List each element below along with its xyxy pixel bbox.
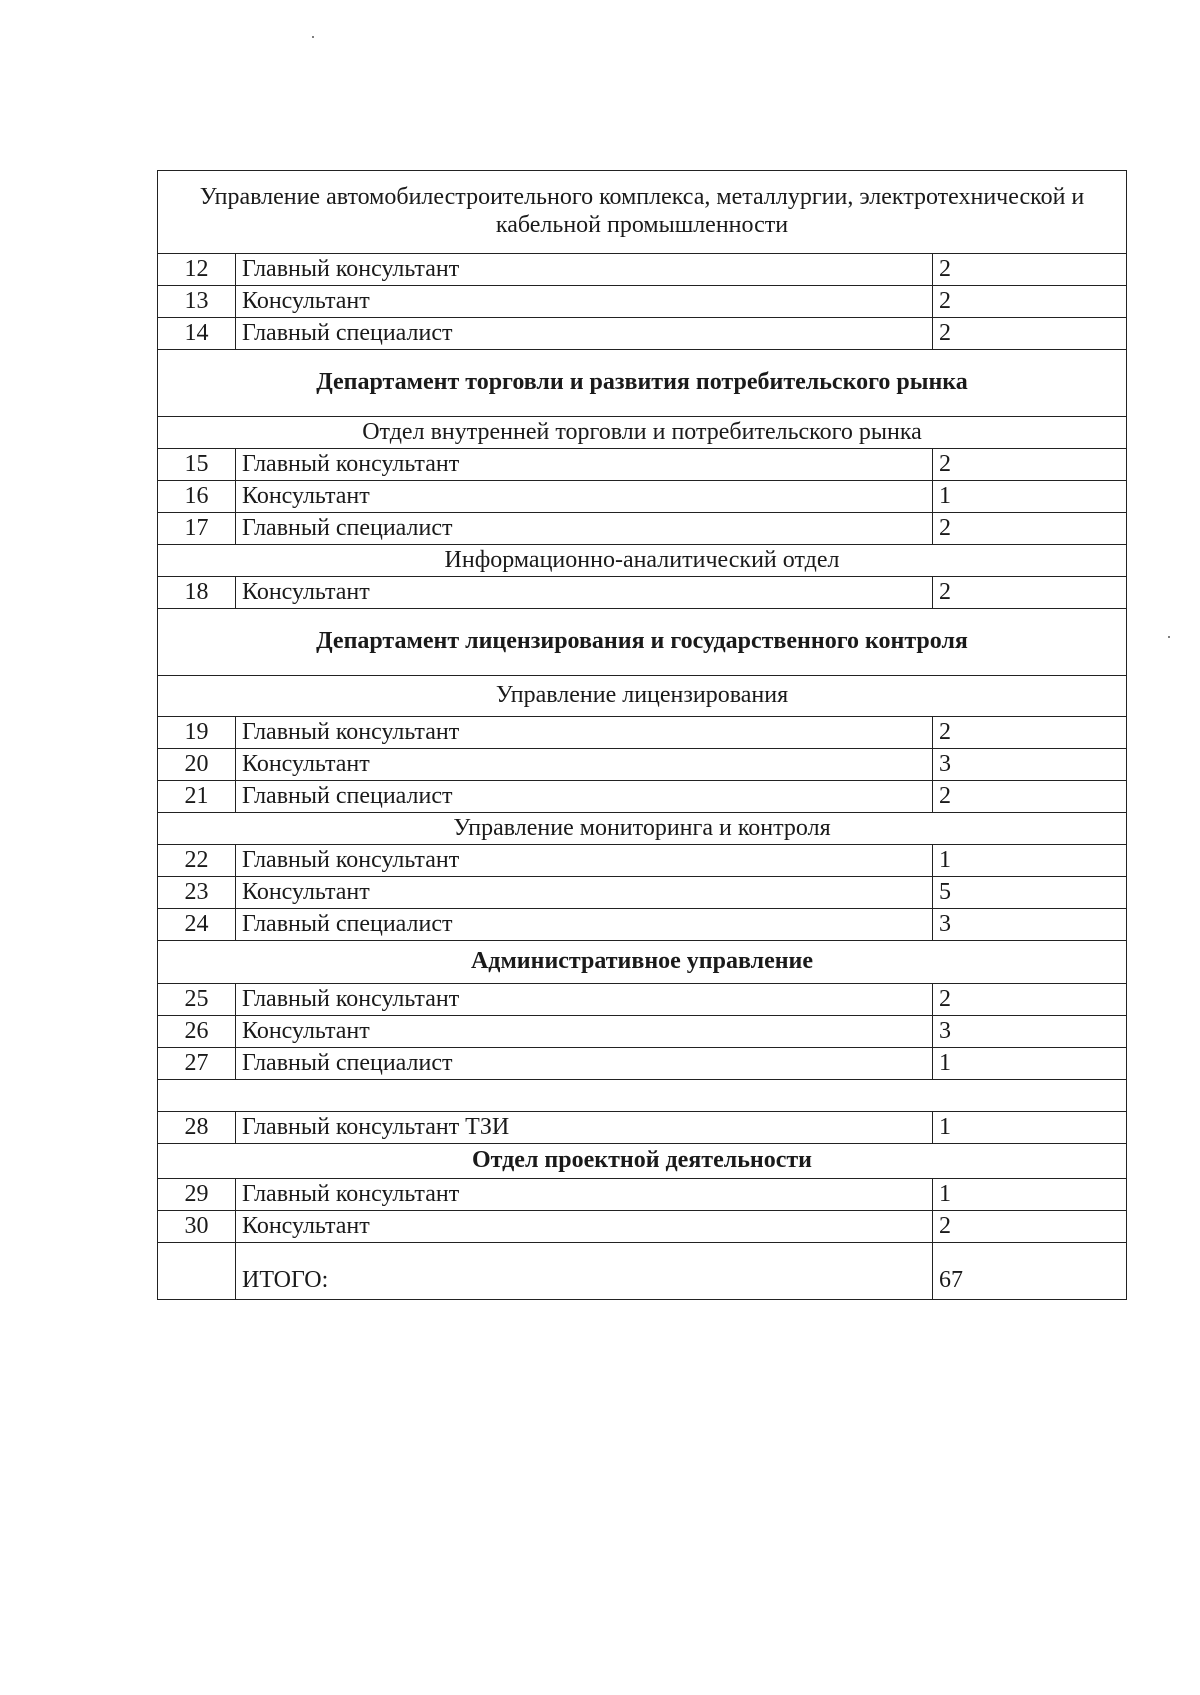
position-title: Консультант <box>236 1016 933 1048</box>
section-title: Управление лицензирования <box>158 676 1127 717</box>
table-row <box>158 481 1127 513</box>
total-empty-cell <box>158 1243 236 1300</box>
position-count: 2 <box>933 286 1127 318</box>
position-title: Главный консультант <box>236 1179 933 1211</box>
row-number: 27 <box>158 1048 236 1080</box>
section-title: Отдел внутренней торговли и потребительского рынка <box>158 417 1127 449</box>
position-count: 1 <box>933 481 1127 513</box>
row-number: 30 <box>158 1211 236 1243</box>
position-title: Главный специалист <box>236 318 933 350</box>
position-title: Главный консультант ТЗИ <box>236 1112 933 1144</box>
scan-speck <box>1168 636 1170 638</box>
position-title: Главный специалист <box>236 781 933 813</box>
row-number: 22 <box>158 845 236 877</box>
table-row <box>158 1048 1127 1080</box>
staff-table <box>157 170 1127 1300</box>
position-title: Главный специалист <box>236 513 933 545</box>
empty-cell <box>158 1080 1127 1112</box>
row-number: 28 <box>158 1112 236 1144</box>
row-number: 16 <box>158 481 236 513</box>
row-number: 24 <box>158 909 236 941</box>
position-title: Консультант <box>236 877 933 909</box>
position-title: Главный консультант <box>236 254 933 286</box>
department-header <box>158 350 1127 417</box>
total-label: ИТОГО: <box>236 1243 933 1300</box>
empty-row <box>158 1080 1127 1112</box>
section-header <box>158 813 1127 845</box>
row-number: 23 <box>158 877 236 909</box>
department-header <box>158 1144 1127 1179</box>
row-number: 20 <box>158 749 236 781</box>
row-number: 18 <box>158 577 236 609</box>
position-count: 2 <box>933 577 1127 609</box>
table-row <box>158 717 1127 749</box>
section-header <box>158 676 1127 717</box>
position-count: 3 <box>933 749 1127 781</box>
position-count: 3 <box>933 1016 1127 1048</box>
position-count: 2 <box>933 318 1127 350</box>
row-number: 19 <box>158 717 236 749</box>
table-row <box>158 513 1127 545</box>
section-title: Информационно-аналитический отдел <box>158 545 1127 577</box>
position-title: Главный консультант <box>236 845 933 877</box>
position-title: Консультант <box>236 481 933 513</box>
row-number: 17 <box>158 513 236 545</box>
position-count: 2 <box>933 717 1127 749</box>
department-header <box>158 941 1127 984</box>
position-title: Главный специалист <box>236 909 933 941</box>
scan-speck <box>312 36 314 38</box>
position-title: Главный специалист <box>236 1048 933 1080</box>
row-number: 13 <box>158 286 236 318</box>
table-row <box>158 1179 1127 1211</box>
row-number: 21 <box>158 781 236 813</box>
position-title: Главный консультант <box>236 984 933 1016</box>
row-number: 29 <box>158 1179 236 1211</box>
table-row <box>158 286 1127 318</box>
position-count: 1 <box>933 1048 1127 1080</box>
position-title: Консультант <box>236 1211 933 1243</box>
position-count: 2 <box>933 449 1127 481</box>
position-count: 2 <box>933 1211 1127 1243</box>
section-title: Управление автомобилестроительного комплекса, металлургии, электротехнической и кабельной промышленности <box>158 171 1127 254</box>
department-title: Административное управление <box>158 941 1127 984</box>
table-row <box>158 877 1127 909</box>
position-count: 1 <box>933 1179 1127 1211</box>
table-row <box>158 1016 1127 1048</box>
table-row <box>158 318 1127 350</box>
position-count: 3 <box>933 909 1127 941</box>
table-row <box>158 984 1127 1016</box>
row-number: 15 <box>158 449 236 481</box>
position-title: Консультант <box>236 749 933 781</box>
table-row <box>158 1211 1127 1243</box>
position-count: 1 <box>933 1112 1127 1144</box>
section-header <box>158 545 1127 577</box>
total-row <box>158 1243 1127 1300</box>
table-row <box>158 845 1127 877</box>
department-header <box>158 609 1127 676</box>
table-row <box>158 577 1127 609</box>
position-title: Консультант <box>236 577 933 609</box>
position-count: 2 <box>933 254 1127 286</box>
row-number: 14 <box>158 318 236 350</box>
table-row <box>158 1112 1127 1144</box>
position-title: Главный консультант <box>236 449 933 481</box>
department-title: Департамент лицензирования и государственного контроля <box>158 609 1127 676</box>
table-row <box>158 449 1127 481</box>
position-count: 5 <box>933 877 1127 909</box>
section-header <box>158 171 1127 254</box>
position-count: 2 <box>933 984 1127 1016</box>
row-number: 25 <box>158 984 236 1016</box>
position-title: Консультант <box>236 286 933 318</box>
row-number: 12 <box>158 254 236 286</box>
position-title: Главный консультант <box>236 717 933 749</box>
department-title: Отдел проектной деятельности <box>158 1144 1127 1179</box>
table-row <box>158 781 1127 813</box>
position-count: 2 <box>933 781 1127 813</box>
row-number: 26 <box>158 1016 236 1048</box>
section-title: Управление мониторинга и контроля <box>158 813 1127 845</box>
table-row <box>158 254 1127 286</box>
total-count: 67 <box>933 1243 1127 1300</box>
table-row <box>158 749 1127 781</box>
position-count: 2 <box>933 513 1127 545</box>
department-title: Департамент торговли и развития потребительского рынка <box>158 350 1127 417</box>
table-row <box>158 909 1127 941</box>
section-header <box>158 417 1127 449</box>
position-count: 1 <box>933 845 1127 877</box>
